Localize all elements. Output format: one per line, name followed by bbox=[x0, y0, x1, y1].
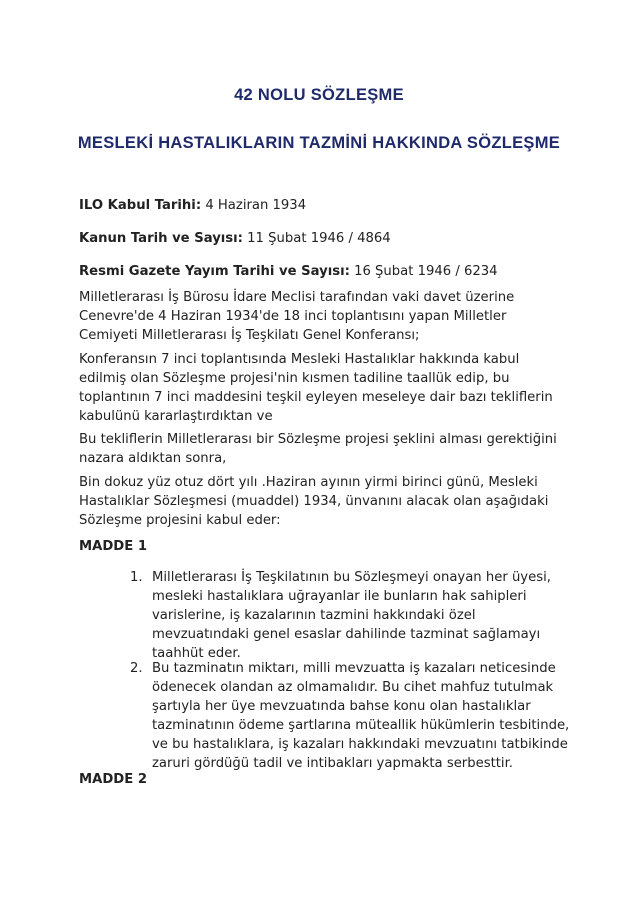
field-law-date-number bbox=[79, 229, 579, 248]
paragraph: Bin dokuz yüz otuz dört yılı .Haziran ayının yirmi birinci günü, Mesleki Hastalıklar Sözleşmesi (muaddel) 1934, ünvanını alacak olan aşağıdaki Sözleşme projesini kabul eder: bbox=[79, 475, 549, 528]
list-item-text: Milletlerarası İş Teşkilatının bu Sözleşmeyi onayan her üyesi, mesleki hastalıklara uğrayanlar ile bunların hak sahipleri varislerine, iş kazalarının tazmini hakkındaki özel mevzuatındaki genel esaslar dahilinde tazminat sağlamayı taahhüt eder. bbox=[152, 570, 551, 661]
field-ilo-adoption-date bbox=[79, 196, 579, 215]
article-1-heading: MADDE 1 bbox=[79, 539, 147, 554]
paragraph: Konferansın 7 inci toplantısında Mesleki Hastalıklar hakkında kabul edilmiş olan Sözleşme projesi'nin kısmen tadiline taallük edip, bu toplantının 7 inci maddesini teşkil eyleyen meseleye dair bazı tekliflerin kabulünü kararlaştırdıktan ve bbox=[79, 352, 553, 424]
field-label: Kanun Tarih ve Sayısı: bbox=[79, 231, 243, 246]
field-official-gazette bbox=[79, 262, 579, 281]
field-value: 11 Şubat 1946 / 4864 bbox=[247, 231, 391, 246]
field-label: ILO Kabul Tarihi: bbox=[79, 198, 202, 213]
paragraph: Milletlerarası İş Bürosu İdare Meclisi tarafından vaki davet üzerine Cenevre'de 4 Haziran 1934'de 18 inci toplantısını yapan Milletler Cemiyeti Milletlerarası İş Teşkilatı Genel Konferansı; bbox=[79, 290, 515, 343]
document-subtitle: MESLEKİ HASTALIKLARIN TAZMİNİ HAKKINDA SÖZLEŞME bbox=[77, 134, 561, 152]
field-value: 16 Şubat 1946 / 6234 bbox=[354, 264, 498, 279]
article-2-heading: MADDE 2 bbox=[79, 772, 147, 787]
field-value: 4 Haziran 1934 bbox=[205, 198, 307, 213]
list-item-number: 2. bbox=[130, 661, 143, 676]
list-item-number: 1. bbox=[130, 570, 143, 585]
paragraph: Bu tekliflerin Milletlerarası bir Sözleşme projesi şeklini alması gerektiğini nazara aldıktan sonra, bbox=[79, 432, 557, 466]
document-title: 42 NOLU SÖZLEŞME bbox=[234, 86, 404, 104]
field-label: Resmi Gazete Yayım Tarihi ve Sayısı: bbox=[79, 264, 350, 279]
list-item-text: Bu tazminatın miktarı, milli mevzuatta iş kazaları neticesinde ödenecek olandan az olmamalıdır. Bu cihet mahfuz tutulmak şartıyla her üye mevzuatında bahse konu olan hastalıklar tazminatının ödeme şartlarına müteallik hükümlerin tesbitinde, ve bu hastalıklara, iş kazaları hakkındaki mevzuatını tatbikinde zaruri gördüğü tadil ve intibakları yapmakta serbesttir. bbox=[152, 661, 570, 771]
